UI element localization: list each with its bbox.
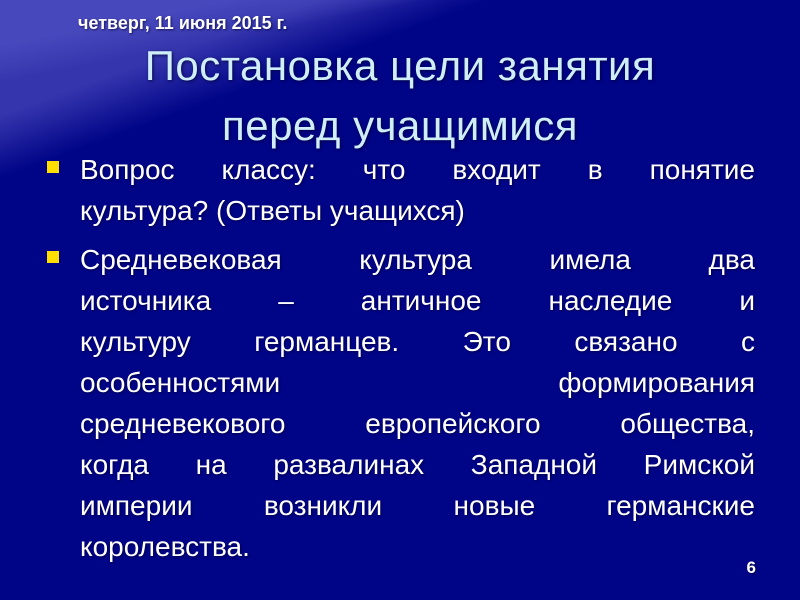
body-line: Вопрос классу: что входит в понятие — [80, 154, 755, 185]
body-line: культуру германцев. Это связано с — [80, 326, 755, 357]
body-line: империи возникли новые германские — [80, 490, 755, 521]
body-line: королевства. — [80, 531, 250, 562]
bullet-square-icon — [47, 251, 59, 263]
body-line: Средневековая культура имела два — [80, 244, 755, 275]
bullet-item — [47, 239, 755, 567]
body-line: когда на развалинах Западной Римской — [80, 449, 755, 480]
body-line: культура? (Ответы учащихся) — [80, 195, 465, 226]
slide-title — [0, 36, 800, 156]
bullet-item — [47, 149, 755, 231]
page-number: 6 — [746, 558, 756, 577]
body-line: источника – античное наследие и — [80, 285, 755, 316]
slide-date: четверг, 11 июня 2015 г. — [78, 13, 288, 33]
body-line: средневекового европейского общества, — [80, 408, 755, 439]
bullet-list — [47, 149, 755, 575]
title-line-1: Постановка цели занятия — [144, 42, 656, 89]
title-line-2: перед учащимися — [222, 102, 578, 149]
body-line: особенностями формирования — [80, 367, 755, 398]
bullet-square-icon — [47, 161, 59, 173]
